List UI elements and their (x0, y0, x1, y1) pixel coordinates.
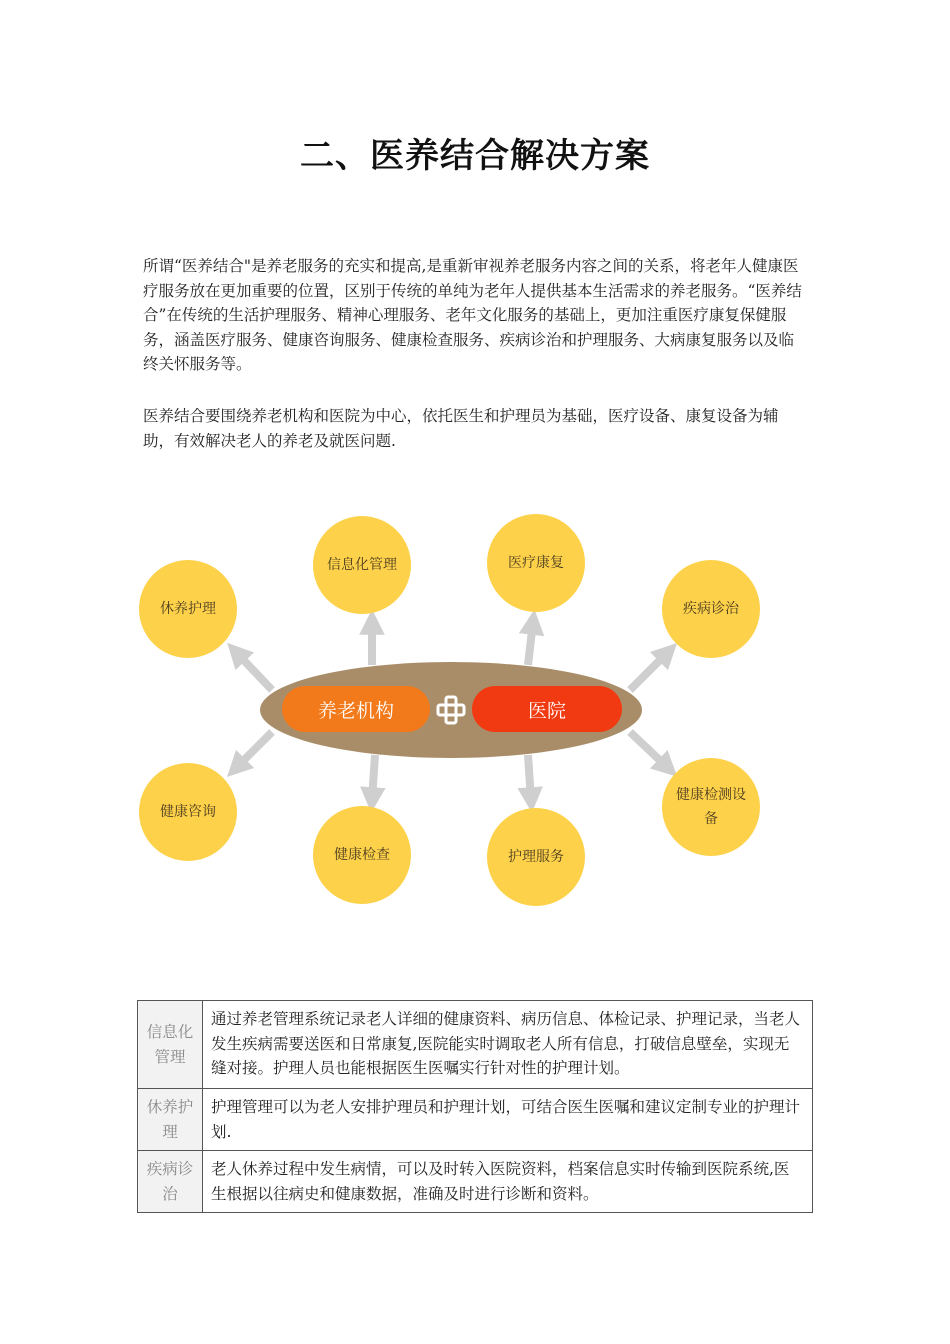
arrow-to-disease (630, 652, 668, 690)
row-head-info: 信息化管理 (138, 1001, 203, 1089)
bubble-info-management: 信息化管理 (313, 516, 411, 614)
bubble-health-device: 健康检测设备 (662, 758, 760, 856)
bubble-health-consult: 健康咨询 (139, 763, 237, 861)
table-row (138, 1089, 813, 1151)
page-title: 二、医养结合解决方案 (300, 136, 650, 176)
row-body-disease: 老人休养过程中发生病情，可以及时转入医院资料，档案信息实时传输到医院系统,医生根据以往病史和健康数据，准确及时进行诊断和资料。 (203, 1151, 813, 1213)
center-nursing-home: 养老机构 (282, 686, 430, 732)
bubble-nursing-service: 护理服务 (487, 808, 585, 906)
bubble-health-checkup: 健康检查 (313, 806, 411, 904)
arrow-to-nursing (528, 755, 531, 800)
service-table (137, 1000, 813, 1213)
arrow-to-device (630, 732, 668, 768)
summary-paragraph: 医养结合要围绕养老机构和医院为中心，依托医生和护理员为基础，医疗设备、康复设备为辅助，有效解决老人的养老及就医问题. (143, 407, 779, 450)
row-body-info: 通过养老管理系统记录老人详细的健康资料、病历信息、体检记录、护理记录，当老人发生疾病需要送医和日常康复,医院能实时调取老人所有信息，打破信息壁垒，实现无缝对接。护理人员也能根据医生医嘱实行针对性的护理计划。 (203, 1001, 813, 1089)
bubble-medical-rehab: 医疗康复 (487, 514, 585, 612)
arrow-to-rehab (528, 622, 533, 665)
row-head-disease: 疾病诊治 (138, 1151, 203, 1213)
intro-paragraph: 所谓“医养结合"是养老服务的充实和提高,是重新审视养老服务内容之间的关系，将老年人健康医疗服务放在更加重要的位置，区别于传统的单纯为老年人提供基本生活需求的养老服务。“医养结合”在传统的生活护理服务、精神心理服务、老年文化服务的基础上，更加注重医疗康复保健服务，涵盖医疗服务、健康咨询服务、健康检查服务、疾病诊治和护理服务、大病康复服务以及临终关怀服务等。 (143, 257, 802, 373)
bubble-rest-care: 休养护理 (139, 560, 237, 658)
bubble-disease-treatment: 疾病诊治 (662, 560, 760, 658)
center-hospital: 医院 (472, 686, 622, 732)
arrow-to-consult (236, 732, 272, 768)
arrow-to-rest (236, 652, 272, 690)
table-row (138, 1001, 813, 1089)
row-head-rest: 休养护理 (138, 1089, 203, 1151)
arrow-to-checkup (372, 755, 375, 800)
table-row (138, 1151, 813, 1213)
row-body-rest: 护理管理可以为老人安排护理员和护理计划，可结合医生医嘱和建议定制专业的护理计划. (203, 1089, 813, 1151)
